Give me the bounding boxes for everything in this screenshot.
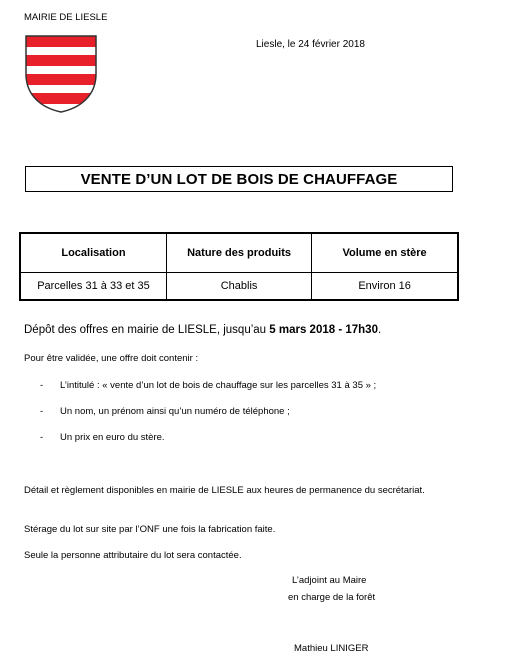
table-cell: Chablis — [166, 273, 311, 301]
table-cell: Environ 16 — [312, 273, 458, 301]
table-cell: Parcelles 31 à 33 et 35 — [20, 273, 166, 301]
stacking-note: Stérage du lot sur site par l’ONF une fois la fabrication faite. — [24, 524, 276, 535]
deadline-suffix: . — [377, 324, 382, 336]
coat-of-arms-icon — [24, 34, 98, 114]
offer-requirements-intro: Pour être validée, une offre doit contenir : — [24, 353, 199, 364]
bullet-marker: - — [40, 380, 44, 391]
document-title: VENTE D’UN LOT DE BOIS DE CHAUFFAGE — [25, 166, 453, 192]
signatory-role: en charge de la forêt — [288, 592, 376, 603]
document-date: Liesle, le 24 février 2018 — [256, 39, 365, 50]
list-item — [40, 432, 165, 443]
column-header: Localisation — [20, 233, 166, 273]
list-item — [40, 380, 376, 391]
table-row — [20, 273, 458, 301]
deadline-prefix: Dépôt des offres en mairie de LIESLE, jusqu’au — [24, 324, 270, 336]
bullet-marker: - — [40, 432, 44, 443]
column-header: Volume en stère — [312, 233, 458, 273]
lot-table — [19, 232, 459, 301]
list-item — [40, 406, 290, 417]
list-item-text: L’intitulé : « vente d’un lot de bois de chauffage sur les parcelles 31 à 35 » ; — [60, 380, 377, 391]
list-item-text: Un nom, un prénom ainsi qu’un numéro de téléphone ; — [60, 406, 290, 417]
bullet-marker: - — [40, 406, 44, 417]
deadline-line — [24, 324, 381, 336]
signatory-title: L’adjoint au Maire — [292, 575, 367, 586]
details-paragraph: Détail et règlement disponibles en mairie de LIESLE aux heures de permanence du secrétariat. — [24, 485, 425, 496]
issuer-name: MAIRIE DE LIESLE — [24, 12, 108, 23]
deadline-date: 5 mars 2018 - 17h30 — [269, 324, 378, 336]
column-header: Nature des produits — [166, 233, 311, 273]
list-item-text: Un prix en euro du stère. — [60, 432, 165, 443]
signatory-name: Mathieu LINIGER — [294, 643, 369, 654]
table-header-row — [20, 233, 458, 273]
contact-note: Seule la personne attributaire du lot sera contactée. — [24, 550, 242, 561]
